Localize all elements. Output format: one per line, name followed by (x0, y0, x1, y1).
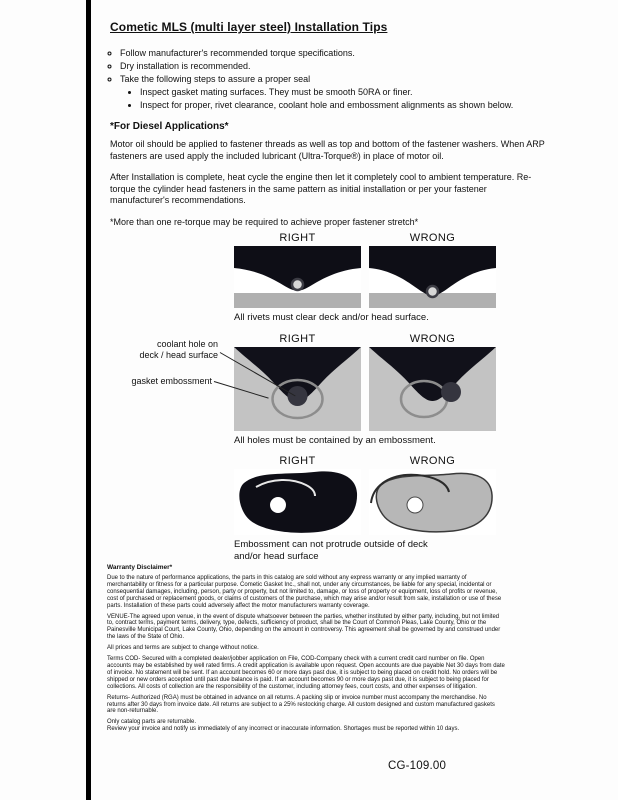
rivet-clearance-wrong-diagram (369, 246, 496, 308)
diagram-row3-headers (234, 455, 496, 467)
deck-body (376, 473, 492, 531)
warranty-paragraph: Due to the nature of performance applications, the parts in this catalog are sold without any express warranty or any implied warranty of merchantability or fitness for a particular purpose. Cometic Gasket Inc., shall not, under any circumstances, be liable for any special, incidental or consequential damages, including, person, party or property, but not limited to, damage, or loss of property or equipment, loss of profits or revenue, cost of purchased or replacement goods, or claims of customers of the purchase, which may arise and/or result from sale, installation or use of these parts. Installation of these parts could adversely affect the motor manufacturers warranty coverage. (107, 575, 502, 609)
gasket-body (239, 471, 357, 532)
coolant-hole-label (128, 339, 218, 360)
embossment-containment-wrong-diagram (369, 347, 496, 431)
tip-text: Take the following steps to assure a proper seal (120, 74, 311, 84)
page-edge-rule (86, 0, 91, 800)
wrong-label: WRONG (409, 232, 456, 244)
coolant-hole (288, 386, 308, 406)
wrong-label: WRONG (409, 332, 456, 345)
embossment-protrusion-right-diagram (234, 469, 361, 535)
main-content (110, 20, 550, 227)
diagram-row1-headers (234, 232, 496, 244)
bolt-hole (270, 497, 286, 513)
diagram-row1-images (234, 246, 496, 308)
warranty-heading: Warranty Disclaimer* (107, 564, 173, 571)
page-code: CG-109.00 (388, 760, 447, 772)
sub-tip-item: • Inspect gasket mating surfaces. They must be smooth 50RA or finer. (140, 86, 550, 98)
diagram-row2-caption: All holes must be contained by an embossment. (234, 434, 436, 446)
embossment-containment-right-diagram (234, 347, 361, 431)
warranty-section (107, 564, 505, 733)
warranty-paragraph: All prices and terms are subject to change without notice. (107, 645, 259, 652)
diagram-section (234, 232, 496, 571)
tips-sublist (120, 86, 550, 111)
sub-tip-item: • Inspect for proper, rivet clearance, coolant hole and embossment alignments as shown below. (140, 99, 550, 111)
diagram-row2-headers (234, 333, 496, 345)
rivet (427, 286, 438, 297)
page-title: Cometic MLS (multi layer steel) Installation Tips (110, 20, 388, 34)
diesel-paragraph-1: Motor oil should be applied to fastener threads as well as top and bottom of the fastener washers. When ARP fasteners are used apply the included lubricant (Ultra-Torque®) in place of motor oil. (110, 139, 545, 161)
warranty-paragraph: VENUE-The agreed upon venue, in the event of dispute whatsoever between the parties, whether instituted by either party, including, but not limited to, contract terms, payment terms, delivery, type, defects, sufficiency of product, shall be the Court of Common Pleas, Lake County, Ohio or the Painesville Municipal Court, Lake County, Ohio, depending on the amount in controversy. This agreement shall be governed by and construed under the laws of the State of Ohio. (107, 613, 501, 641)
warranty-paragraph: Returns- Authorized (RGA) must be obtained in advance on all returns. A packing slip or invoice number must accompany the merchandise. No returns after 30 days from invoice date. All returns are subject to a 25% restocking charge. All custom designed and custom manufactured gaskets are non-returnable. (107, 694, 495, 715)
rivet (292, 279, 303, 290)
diagram-row1-caption: All rivets must clear deck and/or head surface. (234, 312, 429, 323)
coolant-hole-label-line2: deck / head surface (139, 349, 218, 360)
deck-surface (234, 293, 361, 308)
retorque-note: *More than one re-torque may be required to achieve proper fastener stretch* (110, 216, 419, 227)
warranty-closing (107, 719, 505, 733)
diesel-paragraph-2: After Installation is complete, heat cycle the engine then let it completely cool to ambient temperature. Re-torque the cylinder head fasteners in the same pattern as initial installation or per your fastener manufacturer's recommendations. (110, 172, 532, 205)
rivet-clearance-right-diagram (234, 246, 361, 308)
warranty-closing-line: Review your invoice and notify us immediately of any incorrect or inaccurate information. Shortages must be reported within 10 days. (107, 726, 460, 733)
right-label: RIGHT (279, 332, 316, 345)
tip-item: ◦ Follow manufacturer's recommended torque specifications. (120, 47, 550, 59)
tip-item (120, 73, 550, 111)
right-label: RIGHT (279, 455, 316, 467)
embossment-protrusion-wrong-diagram (369, 469, 496, 535)
diagram-row3-caption: Embossment can not protrude outside of deck and/or head surface (234, 539, 428, 562)
diesel-applications-heading: *For Diesel Applications* (110, 121, 229, 132)
warranty-closing-line: Only catalog parts are returnable. (107, 719, 197, 726)
diagram-row2-images (234, 347, 496, 431)
bolt-hole (407, 497, 423, 513)
diagram-row3-images (234, 469, 496, 535)
warranty-paragraph: Terms COD- Secured with a completed dealer/jobber application on File, COD-Company check with a current credit card number on file. Open accounts may be established by well rated firms. A credit application is available upon request. Open accounts are due payable Net 30 days from date of invoice. No statement will be sent. If an account becomes 60 or more days past due, it is subject to being placed on credit hold. No orders will be shipped or new orders accepted until past due balance is paid. If an account becomes 90 or more days past due, it is subject to being placed for collections. All costs of collection are the responsibility of the customer, including attorney fees, court costs, and other expenses of litigation. (107, 656, 505, 690)
tip-item: ◦ Dry installation is recommended. (120, 60, 550, 72)
coolant-hole (441, 382, 461, 402)
coolant-hole-label-line1: coolant hole on (156, 339, 218, 349)
wrong-label: WRONG (409, 455, 456, 467)
gasket-embossment-label: gasket embossment (131, 376, 212, 386)
right-label: RIGHT (279, 232, 316, 244)
tips-list (110, 47, 550, 111)
